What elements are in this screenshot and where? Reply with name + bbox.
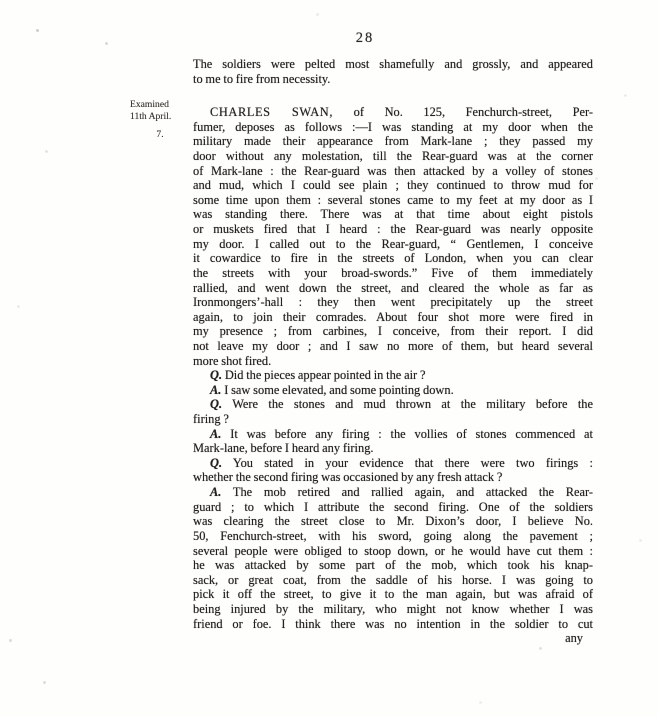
qa-line (193, 441, 593, 456)
text-line: it cowardice to fire in the streets of London, when you can clear (193, 251, 593, 266)
qa-text: pick it off the street, to give it to the man again, but was afraid of (193, 587, 593, 602)
qa-text: Were the stones and mud thrown at the military before the (232, 397, 593, 412)
qa-text: being injured by the military, who might not know whether I was (193, 601, 593, 616)
scan-speckles (0, 0, 1, 1)
qa-line (193, 602, 593, 617)
qa-line (193, 485, 593, 500)
qa-line (193, 470, 593, 485)
qa-text: firing ? (193, 412, 229, 427)
qa-line (193, 427, 593, 442)
qa-line (193, 558, 593, 573)
answer-label: A. (210, 382, 222, 397)
witness-name: CHARLES SWAN, (210, 105, 334, 120)
page-number: 28 (355, 30, 375, 46)
catchword: any (565, 631, 583, 646)
qa-text: was clearing the street close to Mr. Dixon’s door, I believe No. (193, 514, 593, 529)
text-line: door without any molestation, till the Rear-guard was at the corner (193, 149, 593, 164)
text-line: my presence ; from carbines, I conceive, from their report. I did (193, 324, 593, 339)
text-line: more shot fired. (193, 353, 272, 368)
qa-line (193, 529, 593, 544)
text-line: rallied, and went down the street, and cleared the whole as far as (193, 280, 593, 295)
qa-text: 50, Fenchurch-street, with his sword, going along the pavement ; (193, 528, 593, 543)
qa-text: sack, or great coat, from the saddle of his horse. I was going to (193, 572, 593, 587)
qa-line (193, 573, 593, 588)
text-line: military made their appearance from Mark-lane ; they passed my (193, 134, 593, 149)
text-line: Ironmongers’-hall : they then went precipitately up the street (193, 295, 593, 310)
body-text (193, 57, 593, 646)
answer-label: A. (210, 485, 222, 500)
question-label: Q. (210, 368, 223, 383)
qa-line (193, 514, 593, 529)
text-line: not leave my door ; and I saw no more of them, but heard several (193, 338, 593, 353)
question-label: Q. (210, 397, 223, 412)
qa-line (193, 368, 593, 383)
qa-text: Mark-lane, before I heard any firing. (193, 441, 374, 456)
qa-text: whether the second firing was occasioned by any fresh attack ? (193, 470, 503, 485)
margin-note-examined: Examined (130, 99, 169, 110)
text-line: some time upon them : several stones came to my feet at my door as I (193, 192, 593, 207)
margin-note (130, 99, 190, 141)
text-line: or muskets fired that I heard : the Rear-guard was nearly opposite (193, 222, 593, 237)
text-line: my door. I called out to the Rear-guard, “ Gentlemen, I conceive (193, 236, 593, 251)
qa-line (193, 412, 593, 427)
qa-text: he was attacked by some part of the mob, which took his knap- (193, 558, 593, 573)
qa-text: The mob retired and rallied again, and attacked the Rear- (232, 485, 593, 500)
qa-line (193, 397, 593, 412)
text-line-rest: of No. 125, Fenchurch-street, Per- (333, 105, 594, 120)
qa-line (193, 617, 593, 632)
qa-line (193, 383, 593, 398)
qa-text: I saw some elevated, and some pointing down. (224, 382, 454, 397)
qa-text: several people were obliged to stoop down, or he would have cut them : (193, 543, 593, 558)
text-line: fumer, deposes as follows :—I was standing at my door when the (193, 119, 593, 134)
text-line: to me to fire from necessity. (193, 71, 331, 86)
margin-note-number: 7. (156, 129, 164, 141)
question-label: Q. (210, 455, 223, 470)
text-line (193, 105, 593, 120)
qa-text: Did the pieces appear pointed in the air ? (224, 368, 426, 383)
qa-line (193, 456, 593, 471)
text-line: and mud, which I could see plain ; they continued to throw mud for (193, 178, 593, 193)
text-line: The soldiers were pelted most shamefully and grossly, and appeared (193, 57, 593, 71)
qa-line (193, 500, 593, 515)
text-line: of Mark-lane : the Rear-guard was then attacked by a volley of stones (193, 163, 593, 178)
text-line: was standing there. There was at that time about eight pistols (193, 207, 593, 222)
qa-line (193, 587, 593, 602)
margin-note-date: 11th April. (130, 110, 172, 122)
qa-text: guard ; to which I attribute the second firing. One of the soldiers (193, 499, 593, 514)
qa-text: It was before any firing : the vollies of stones commenced at (230, 426, 593, 441)
qa-line (193, 544, 593, 559)
qa-text: friend or foe. I think there was no intention in the soldier to cut (193, 616, 593, 631)
text-line: again, to join their comrades. About four shot more were fired in (193, 309, 593, 324)
answer-label: A. (210, 426, 222, 441)
text-line: the streets with your broad-swords.” Five of them immediately (193, 265, 593, 280)
qa-text: You stated in your evidence that there were two firings : (232, 455, 593, 470)
